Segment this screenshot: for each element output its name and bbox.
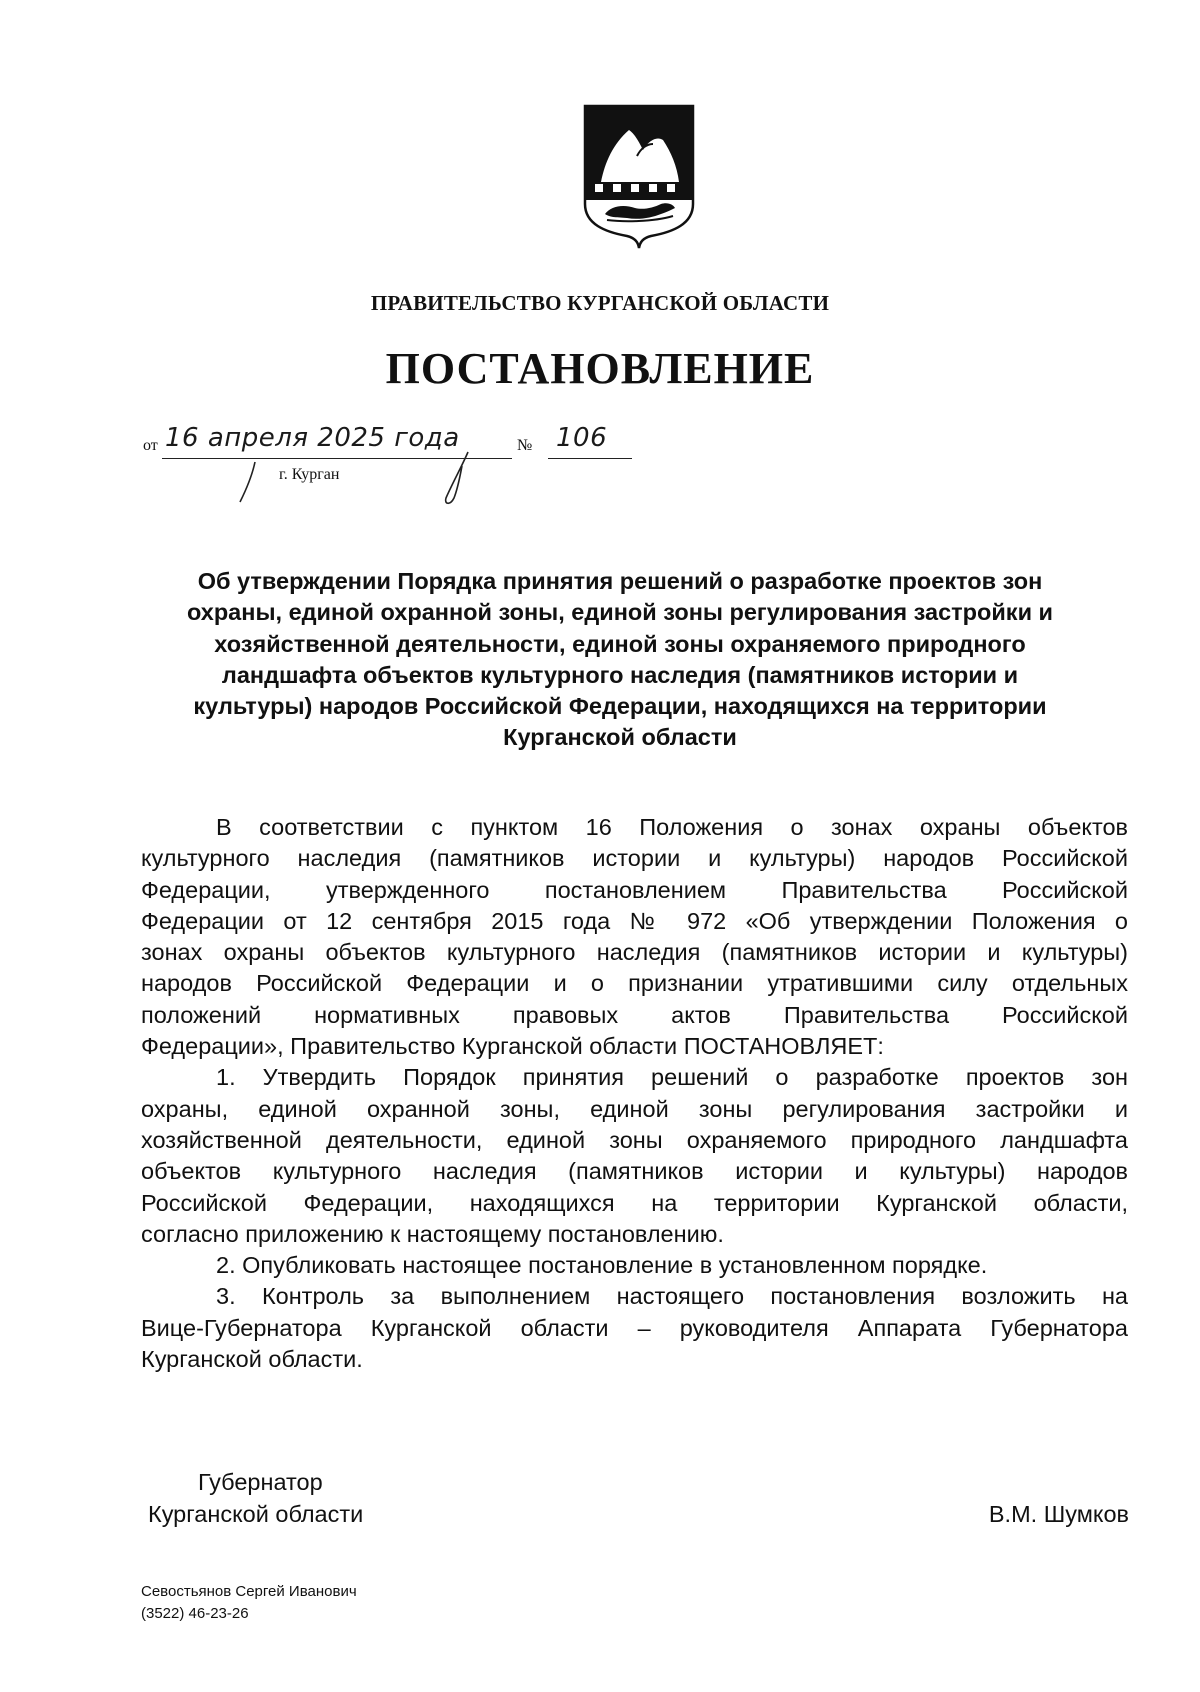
title-line: хозяйственной деятельности, единой зоны охраняемого природного — [214, 630, 1026, 657]
body-line: хозяйственной деятельности, единой зоны охраняемого природного ландшафта — [141, 1126, 1128, 1153]
title-line: Об утверждении Порядка принятия решений о разработке проектов зон — [197, 568, 1043, 594]
date-underline — [162, 458, 512, 459]
body-line: Федерации от 12 сентября 2015 года № 972 «Об утверждении Положения о — [141, 907, 1128, 934]
body-line: Федерации, утвержденного постановлением Правительства Российской — [141, 876, 1128, 903]
document-body — [141, 812, 1128, 1375]
city-label: г. Курган — [279, 466, 340, 483]
number-underline — [548, 458, 632, 459]
from-label: от — [143, 437, 158, 454]
signer-name: В.М. Шумков — [988, 1501, 1129, 1527]
body-line: положений нормативных правовых актов Правительства Российской — [141, 1001, 1128, 1028]
body-line: 3. Контроль за выполнением настоящего постановления возложить на — [216, 1283, 1128, 1310]
body-line: Российской Федерации, находящихся на территории Курганской области, — [141, 1189, 1128, 1216]
contact-name: Севостьянов Сергей Иванович — [141, 1583, 357, 1600]
signer-position-line2: Курганской области — [148, 1501, 364, 1527]
body-line: 2. Опубликовать настоящее постановление в установленном порядке. — [216, 1252, 988, 1279]
signer-position-line1: Губернатор — [198, 1469, 323, 1495]
body-line: 1. Утвердить Порядок принятия решений о разработке проектов зон — [216, 1064, 1128, 1091]
number-label: № — [517, 437, 533, 454]
body-line: Вице-Губернатора Курганской области – руководителя Аппарата Губернатора — [141, 1314, 1128, 1341]
title-line: ландшафта объектов культурного наследия (памятников истории и — [221, 661, 1019, 688]
handwritten-date: 16 апреля 2025 года — [165, 423, 460, 453]
body-line: охраны, единой охранной зоны, единой зоны регулирования застройки и — [141, 1095, 1128, 1122]
document-title — [130, 566, 1110, 754]
contact-phone: (3522) 46-23-26 — [141, 1605, 249, 1622]
body-line: Курганской области. — [141, 1346, 363, 1373]
handwritten-number: 106 — [556, 423, 608, 453]
body-line: В соответствии с пунктом 16 Положения о зонах охраны объектов — [216, 814, 1128, 840]
government-name: ПРАВИТЕЛЬСТВО КУРГАНСКОЙ ОБЛАСТИ — [370, 291, 830, 315]
kurgan-region-coat-of-arms-icon — [583, 104, 695, 250]
body-line: объектов культурного наследия (памятников истории и культуры) народов — [141, 1158, 1128, 1185]
body-line: народов Российской Федерации и о признании утратившими силу отдельных — [141, 970, 1128, 997]
body-line: культурного наследия (памятников истории и культуры) народов Российской — [141, 845, 1128, 872]
title-line: культуры) народов Российской Федерации, находящихся на территории — [193, 693, 1047, 720]
body-line: Федерации», Правительство Курганской области ПОСТАНОВЛЯЕТ: — [141, 1033, 884, 1060]
title-line: Курганской области — [503, 724, 737, 751]
document-type: ПОСТАНОВЛЕНИЕ — [385, 344, 815, 393]
title-line: охраны, единой охранной зоны, единой зоны регулирования застройки и — [186, 599, 1053, 626]
body-line: зонах охраны объектов культурного наследия (памятников истории и культуры) — [141, 939, 1128, 966]
body-line: согласно приложению к настоящему постановлению. — [141, 1220, 724, 1247]
